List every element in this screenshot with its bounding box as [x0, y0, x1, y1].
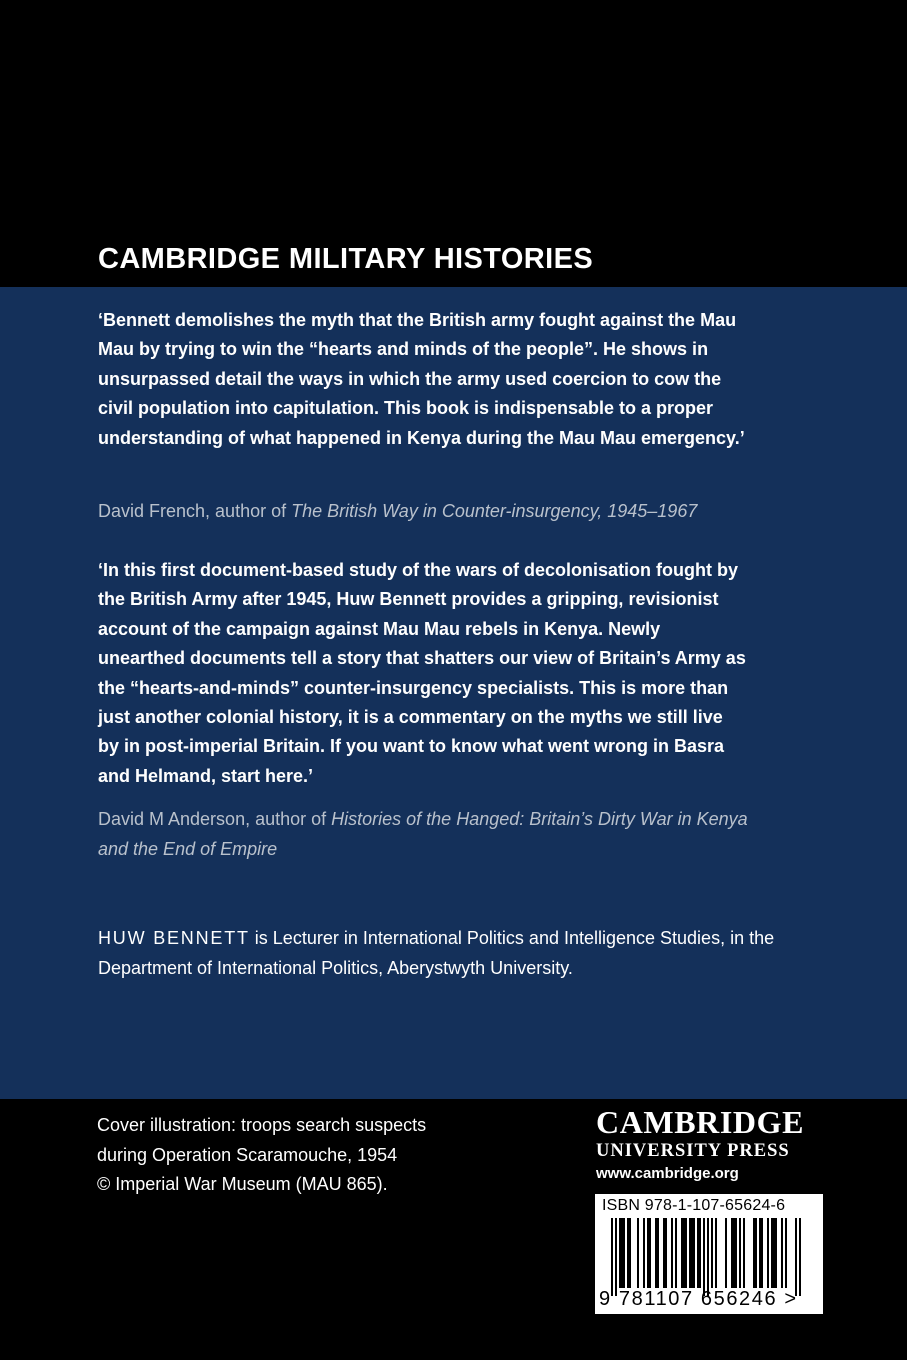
barcode-bar — [731, 1218, 733, 1288]
series-title: CAMBRIDGE MILITARY HISTORIES — [98, 243, 594, 275]
barcode-bar — [699, 1218, 701, 1288]
barcode-bar — [775, 1218, 777, 1288]
author-name: HUW BENNETT — [98, 928, 250, 948]
author-bio-text: is Lecturer in International Politics and Intelligence Studies, in the Department of International Politics, Aberystwyth University. — [98, 928, 775, 978]
barcode-bar — [707, 1218, 709, 1296]
publisher-url: www.cambridge.org — [596, 1165, 739, 1182]
barcode-bar — [671, 1218, 673, 1288]
barcode-bar — [665, 1218, 667, 1288]
barcode-bar — [621, 1218, 623, 1288]
barcode-bar — [773, 1218, 775, 1288]
barcode-digits: 9 781107 656246 > — [599, 1288, 798, 1310]
cover-credit-line: during Operation Scaramouche, 1954 — [97, 1144, 398, 1165]
barcode-bar — [629, 1218, 631, 1288]
publisher-name: CAMBRIDGE — [596, 1104, 805, 1140]
review-quote-2: ‘In this first document-based study of the wars of decolonisation fought by the British Army after 1945, Huw Bennett provides a gripping, revisionist account of the campaign against Mau Mau rebels in Kenya. Newly unearthed documents tell a story that shatters our view of Britain’s Army as the “hearts-and-minds” counter-insurgency specialists. This is more than just another colonial history, it is a commentary on the myths we still live by in post-imperial Britain. If you want to know what went wrong in Basra and Helmand, start here.’ — [98, 560, 746, 786]
barcode-bar — [753, 1218, 755, 1288]
review-attribution-1 — [98, 497, 748, 527]
barcode-bar — [771, 1218, 773, 1288]
isbn-barcode-box — [595, 1194, 823, 1314]
barcode-bar — [715, 1218, 717, 1288]
barcode-bar — [655, 1218, 657, 1288]
barcode-bar — [743, 1218, 745, 1288]
barcode-bar — [739, 1218, 741, 1288]
barcode-bar — [685, 1218, 687, 1288]
barcode-bar — [611, 1218, 613, 1296]
barcode-bar — [637, 1218, 639, 1288]
barcode-bar — [663, 1218, 665, 1288]
barcode-bar — [761, 1218, 763, 1288]
barcode-bar — [681, 1218, 683, 1288]
review-quote-1: ‘Bennett demolishes the myth that the British army fought against the Mau Mau by trying to win the “hearts and minds of the people”. He shows in unsurpassed detail the ways in which the army used coercion to cow the civil population into capitulation. This book is indispensable to a proper understanding of what happened in Kenya during the Mau Mau emergency.’ — [98, 310, 745, 448]
barcode-bar — [725, 1218, 727, 1288]
publisher-subtitle: UNIVERSITY PRESS — [596, 1141, 790, 1161]
barcode-bar — [799, 1218, 801, 1296]
barcode-bar — [785, 1218, 787, 1288]
attribution-work-title: Histories of the Hanged: Britain’s Dirty War in Kenya and the End of Empire — [98, 809, 748, 859]
barcode-bar — [643, 1218, 645, 1288]
barcode-bar — [647, 1218, 649, 1288]
barcode-bar — [689, 1218, 691, 1288]
barcode-bar — [623, 1218, 625, 1288]
cover-credit-line: Cover illustration: troops search suspects — [97, 1115, 427, 1135]
cover-credit — [97, 1111, 497, 1200]
publisher-logo — [596, 1104, 836, 1186]
barcode-bar — [657, 1218, 659, 1288]
attribution-prefix: David French, author of — [98, 501, 292, 521]
barcode-bar — [691, 1218, 693, 1288]
author-bio — [98, 924, 798, 983]
barcode-bar — [627, 1218, 629, 1288]
barcode-bar — [683, 1218, 685, 1288]
barcode-bar — [759, 1218, 761, 1288]
barcode-bar — [693, 1218, 695, 1288]
barcode-bar — [697, 1218, 699, 1288]
barcode-bar — [781, 1218, 783, 1288]
barcode-bar — [755, 1218, 757, 1288]
barcode-bar — [703, 1218, 705, 1296]
review-attribution-2 — [98, 805, 748, 864]
barcode-bar — [711, 1218, 713, 1288]
barcode-bar — [649, 1218, 651, 1288]
barcode-bar — [619, 1218, 621, 1288]
attribution-work-title: The British Way in Counter-insurgency, 1945–1967 — [291, 501, 698, 521]
barcode-bar — [733, 1218, 735, 1288]
attribution-prefix: David M Anderson, author of — [98, 809, 332, 829]
cover-credit-line: © Imperial War Museum (MAU 865). — [97, 1174, 388, 1194]
barcode-bar — [767, 1218, 769, 1288]
barcode-bar — [615, 1218, 617, 1296]
isbn-label: ISBN 978-1-107-65624-6 — [602, 1197, 786, 1214]
barcode-bar — [675, 1218, 677, 1288]
barcode-bar — [795, 1218, 797, 1296]
barcode-bar — [735, 1218, 737, 1288]
